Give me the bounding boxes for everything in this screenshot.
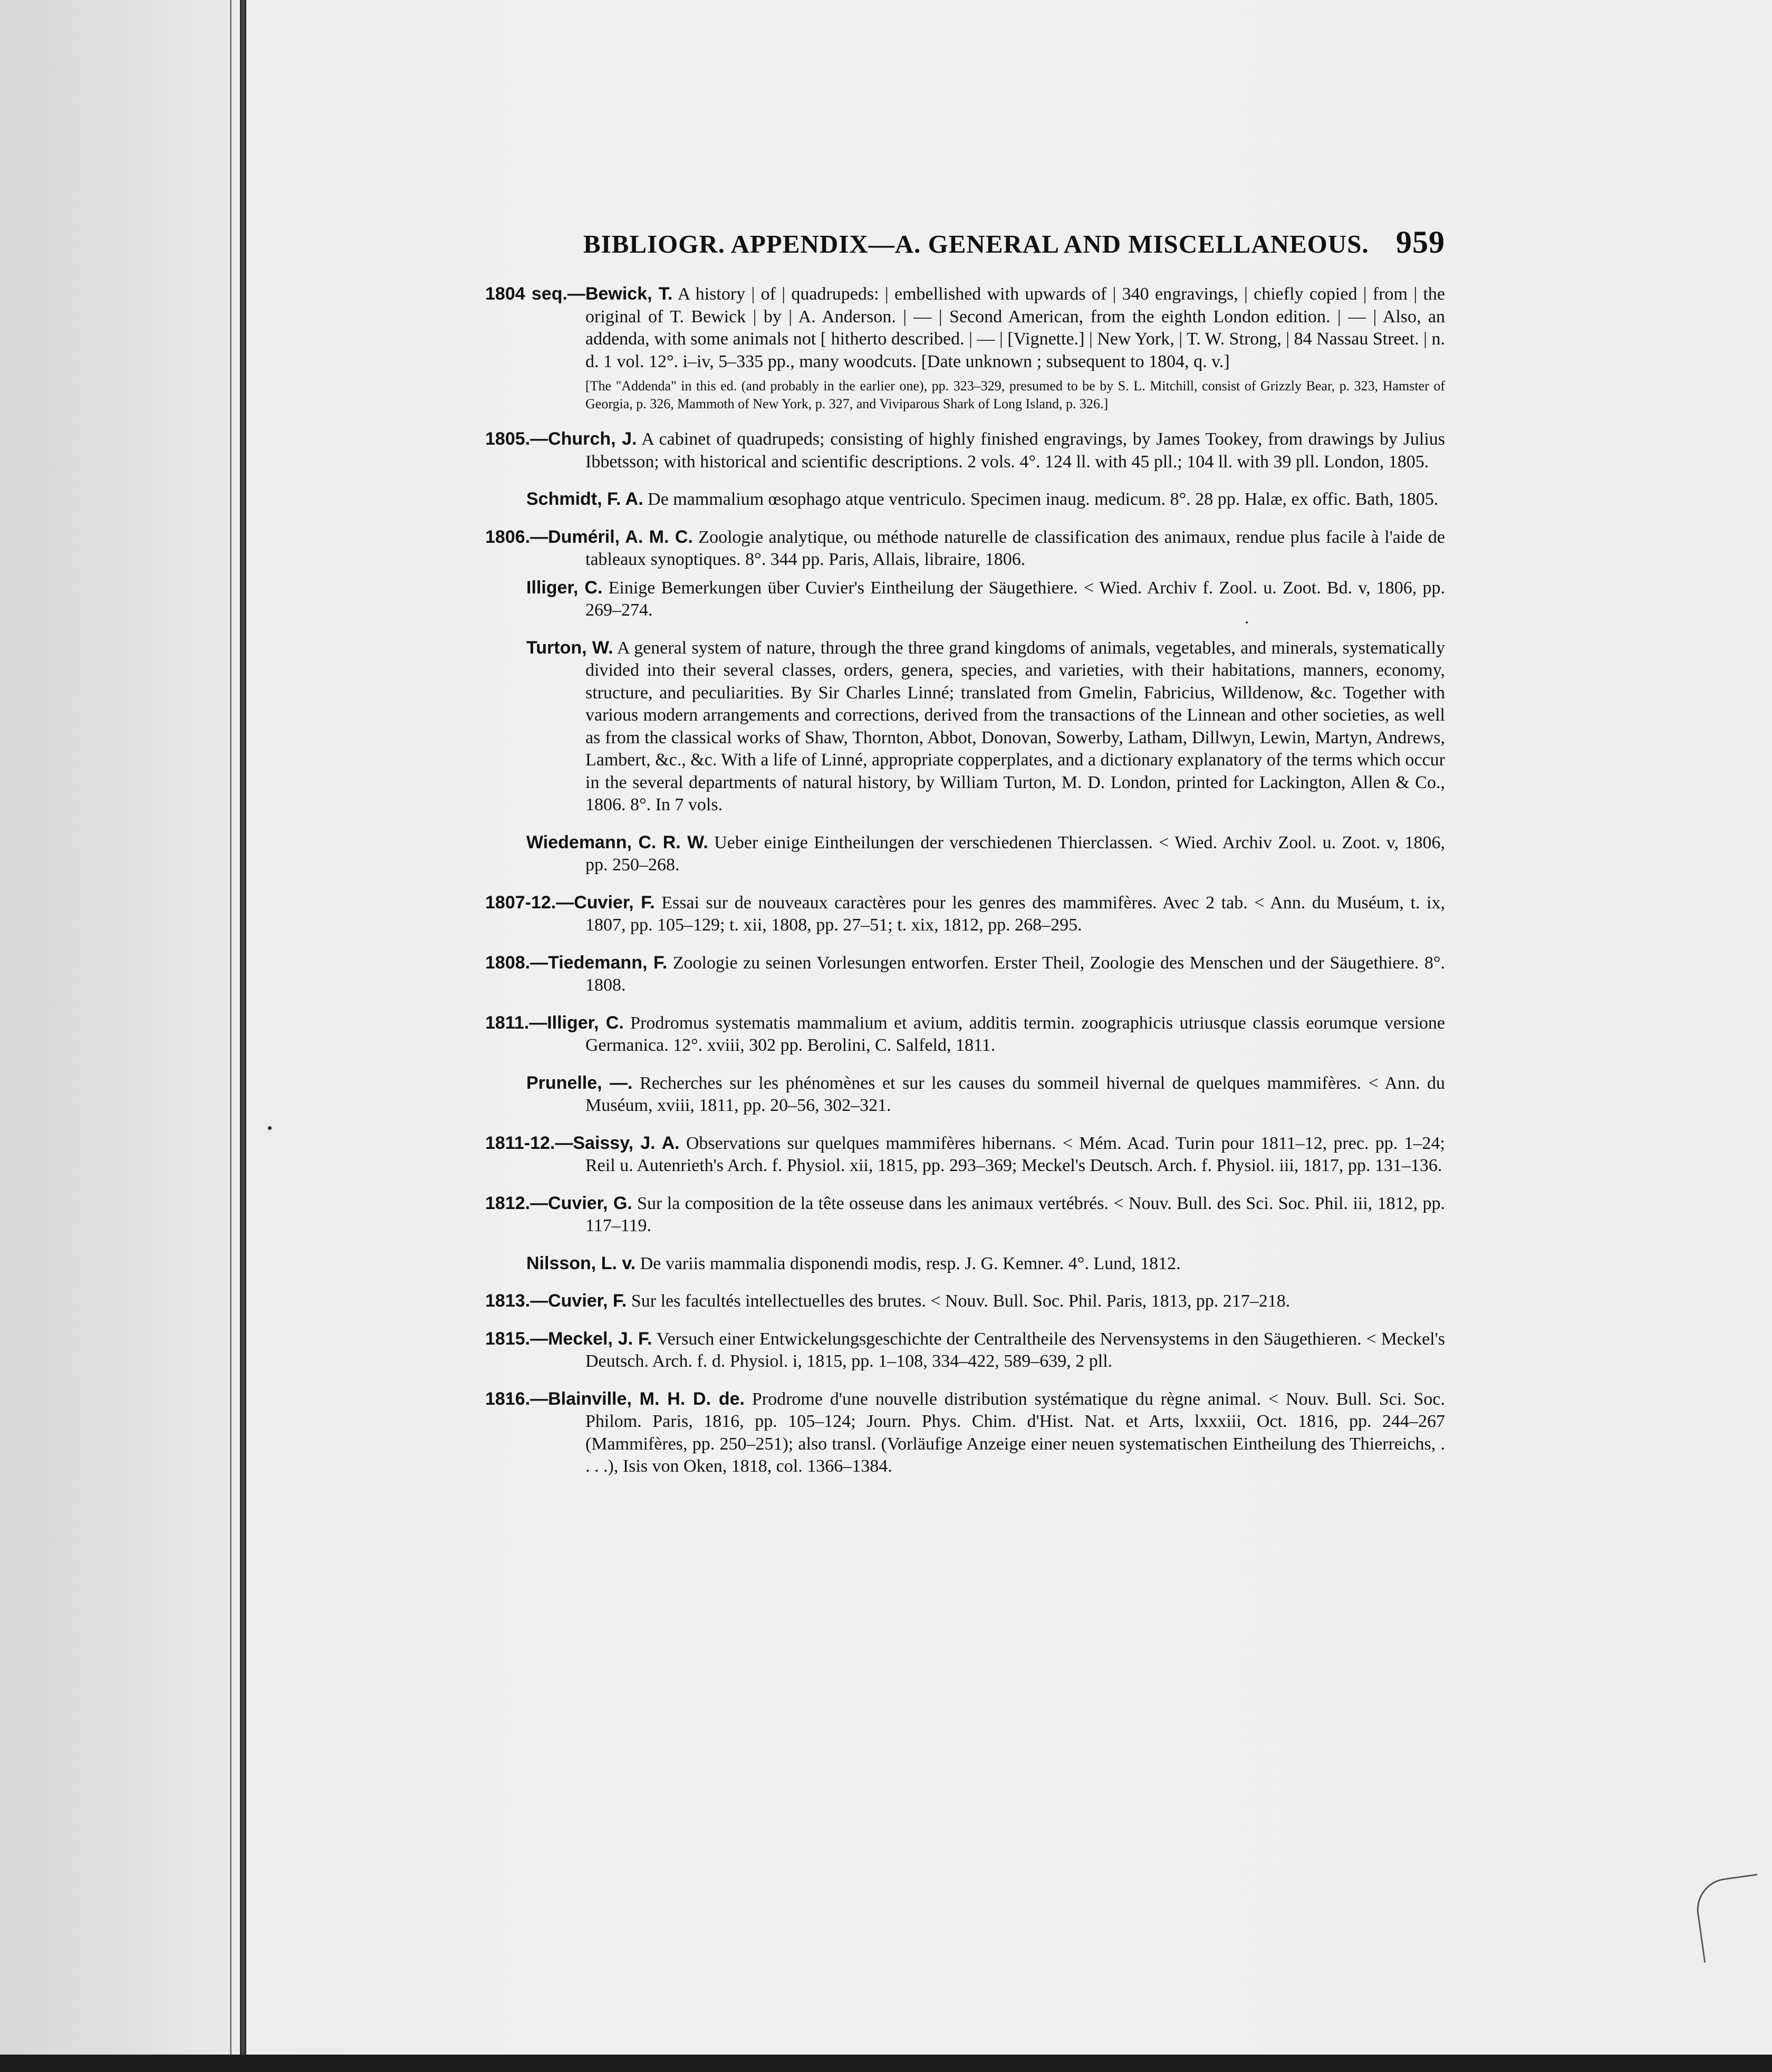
entry-text: De mammalium œsophago atque ventriculo. Specimen inaug. medicum. 8°. 28 pp. Halæ, ex offic. Bath, 1805. — [643, 490, 1439, 509]
scan-bottom-edge — [0, 2055, 1772, 2072]
entry-author: Nilsson, L. v. — [526, 1253, 636, 1273]
entry-note: [The "Addenda" in this ed. (and probably in the earlier one), pp. 323–329, presumed to be by S. L. Mitchill, consist of Grizzly Bear, p. 323, Hamster of Georgia, p. 326, Mammoth of New York, p. 327, and Viviparous Shark of Long Island, p. 326.] — [585, 378, 1445, 411]
entry-text: Recherches sur les phénomènes et sur les causes du sommeil hivernal de quelques mammifères. < Ann. du Muséum, xviii, 1811, pp. 20–56, 302–321. — [585, 1073, 1446, 1115]
entry-author: Cuvier, G. — [548, 1193, 632, 1213]
binding-edge — [240, 0, 246, 2072]
entry-author: Bewick, T. — [585, 284, 673, 304]
entry-author: Prunelle, —. — [526, 1072, 633, 1093]
entry-text: Versuch einer Entwickelungsgeschichte der Centraltheile des Nervensystems in den Säugethieren. < Meckel's Deutsch. Arch. f. d. Physiol. i, 1815, pp. 1–108, 334–422, 589–639, 2 pll. — [585, 1329, 1445, 1371]
entry-text: Prodrome d'une nouvelle distribution systématique du règne animal. < Nouv. Bull. Sci. Soc. Philom. Paris, 1816, pp. 105–124; Journ. Phys. Chim. d'Hist. Nat. et Arts, lxxxiii, Oct. 1816, pp. 244–267 (Mammifères, pp. 250–251); also transl. (Vorläufige Anzeige einer neuen systematischen Eintheilung des Thierreichs, . . . .), Isis von Oken, 1818, col. 1366–1384. — [585, 1389, 1446, 1476]
bib-entry — [485, 1328, 1445, 1373]
bib-entry — [485, 637, 1445, 817]
entry-text: Prodromus systematis mammalium et avium, additis termin. zoographicis utriusque classis eorumque versione Germanica. 12°. xviii, 302 pp. Berolini, C. Salfeld, 1811. — [585, 1013, 1445, 1055]
entry-year: 1811.— — [485, 1012, 547, 1033]
entry-author: Schmidt, F. A. — [526, 489, 643, 509]
entry-year: 1811-12.— — [485, 1133, 573, 1153]
running-title: BIBLIOGR. APPENDIX—A. GENERAL AND MISCELLANEOUS. — [583, 229, 1369, 258]
entry-text: A history | of | quadrupeds: | embellished with upwards of | 340 engravings, | chiefly copied | from | the original of T. Bewick | by | A. Anderson. | — | Second American, from the eighth London edition. | — | Also, an addenda, with some animals not [ hitherto described. | — | [Vignette.] | New York, | T. W. Strong, | 84 Nassau Street. | n. d. 1 vol. 12°. i–iv, 5–335 pp., many woodcuts. [Date unknown ; subsequent to 1804, q. v.] — [585, 284, 1445, 371]
entry-year: 1808.— — [485, 952, 548, 973]
entry-author: Cuvier, F. — [548, 1291, 627, 1311]
page-number: 959 — [1396, 225, 1445, 260]
bib-entry — [485, 577, 1445, 622]
bib-entry — [485, 488, 1445, 511]
entry-year: 1807-12.— — [485, 892, 574, 913]
ink-speck — [268, 1126, 272, 1130]
entry-year: 1806.— — [485, 526, 548, 547]
bib-entry — [485, 952, 1445, 997]
bib-entry — [485, 1252, 1445, 1275]
entry-text: Sur les facultés intellectuelles des brutes. < Nouv. Bull. Soc. Phil. Paris, 1813, pp. 217–218. — [627, 1291, 1291, 1311]
entry-year: 1804 seq.— — [485, 284, 585, 304]
entry-author: Duméril, A. M. C. — [548, 526, 693, 547]
entry-text: A general system of nature, through the three grand kingdoms of animals, vegetables, and minerals, systematically divided into their several classes, orders, genera, species, and varieties, with their habitations, manners, economy, structure, and peculiarities. By Sir Charles Linné; translated from Gmelin, Fabricius, Willdenow, &c. Together with various modern arrangements and corrections, derived from the transactions of the Linnean and other societies, as well as from the classical works of Shaw, Thornton, Abbot, Donovan, Sowerby, Latham, Dillwyn, Lewin, Martyn, Andrews, Lambert, &c., &c. With a life of Linné, appropriate copperplates, and a dictionary explanatory of the terms which occur in the several departments of natural history, by William Turton, M. D. London, printed for Lackington, Allen & Co., 1806. 8°. In 7 vols. — [585, 638, 1445, 814]
bib-entry — [485, 526, 1445, 571]
entry-author: Illiger, C. — [547, 1012, 624, 1033]
bib-entry — [485, 891, 1445, 937]
bib-entry — [485, 283, 1445, 373]
entry-year: 1813.— — [485, 1291, 548, 1311]
entry-text: De variis mammalia disponendi modis, resp. J. G. Kemner. 4°. Lund, 1812. — [635, 1253, 1181, 1273]
bib-entry — [485, 1012, 1445, 1057]
entry-author: Turton, W. — [526, 637, 613, 658]
entry-text: Ueber einige Eintheilungen der verschiedenen Thierclassen. < Wied. Archiv Zool. u. Zoot. v, 1806, pp. 250–268. — [585, 832, 1445, 875]
entry-year: 1812.— — [485, 1193, 548, 1213]
entry-author: Saissy, J. A. — [573, 1133, 680, 1153]
entry-text: Zoologie zu seinen Vorlesungen entworfen. Erster Theil, Zoologie des Menschen und der Säugethiere. 8°. 1808. — [585, 953, 1445, 995]
entry-text: Essai sur de nouveaux caractères pour les genres des mammifères. Avec 2 tab. < Ann. du Muséum, t. ix, 1807, pp. 105–129; t. xii, 1808, pp. 27–51; t. xix, 1812, pp. 268–295. — [585, 893, 1445, 935]
entry-text: Sur la composition de la tête osseuse dans les animaux vertébrés. < Nouv. Bull. des Sci. Soc. Phil. iii, 1812, pp. 117–119. — [585, 1193, 1445, 1235]
bib-entry — [485, 1072, 1445, 1117]
entry-year: 1816.— — [485, 1388, 548, 1409]
bib-entry — [485, 1290, 1445, 1313]
entry-year: 1805.— — [485, 429, 548, 449]
running-header — [583, 224, 1445, 261]
entry-author: Cuvier, F. — [574, 892, 655, 913]
bib-entry — [485, 831, 1445, 877]
entry-author: Meckel, J. F. — [548, 1328, 652, 1349]
bib-entry — [485, 1388, 1445, 1478]
entry-author: Wiedemann, C. R. W. — [526, 832, 708, 852]
page-content — [485, 224, 1445, 1493]
bib-entry — [485, 428, 1445, 473]
entry-author: Tiedemann, F. — [548, 952, 668, 973]
gutter-shadow — [230, 0, 232, 2072]
entry-text: Einige Bemerkungen über Cuvier's Eintheilung der Säugethiere. < Wied. Archiv f. Zool. u. Zoot. Bd. v, 1806, pp. 269–274. — [585, 578, 1445, 620]
entry-year: 1815.— — [485, 1328, 548, 1349]
entry-author: Blainville, M. H. D. de. — [548, 1388, 745, 1409]
entry-author: Illiger, C. — [526, 577, 603, 598]
entry-text: Zoologie analytique, ou méthode naturelle de classification des animaux, rendue plus facile à l'aide de tableaux synoptiques. 8°. 344 pp. Paris, Allais, libraire, 1806. — [585, 527, 1445, 569]
entry-author: Church, J. — [548, 429, 637, 449]
entry-text: A cabinet of quadrupeds; consisting of highly finished engravings, by James Tookey, from drawings by Julius Ibbetsson; with historical and scientific descriptions. 2 vols. 4°. 124 ll. with 45 pll.; 104 ll. with 39 pll. London, 1805. — [585, 429, 1445, 472]
bib-entry — [485, 1132, 1445, 1177]
entry-text: Observations sur quelques mammifères hibernans. < Mém. Acad. Turin pour 1811–12, prec. pp. 1–24; Reil u. Autenrieth's Arch. f. Physiol. xii, 1815, pp. 293–369; Meckel's Deutsch. Arch. f. Physiol. iii, 1817, pp. 131–136. — [585, 1133, 1445, 1175]
bib-entry — [485, 1192, 1445, 1238]
